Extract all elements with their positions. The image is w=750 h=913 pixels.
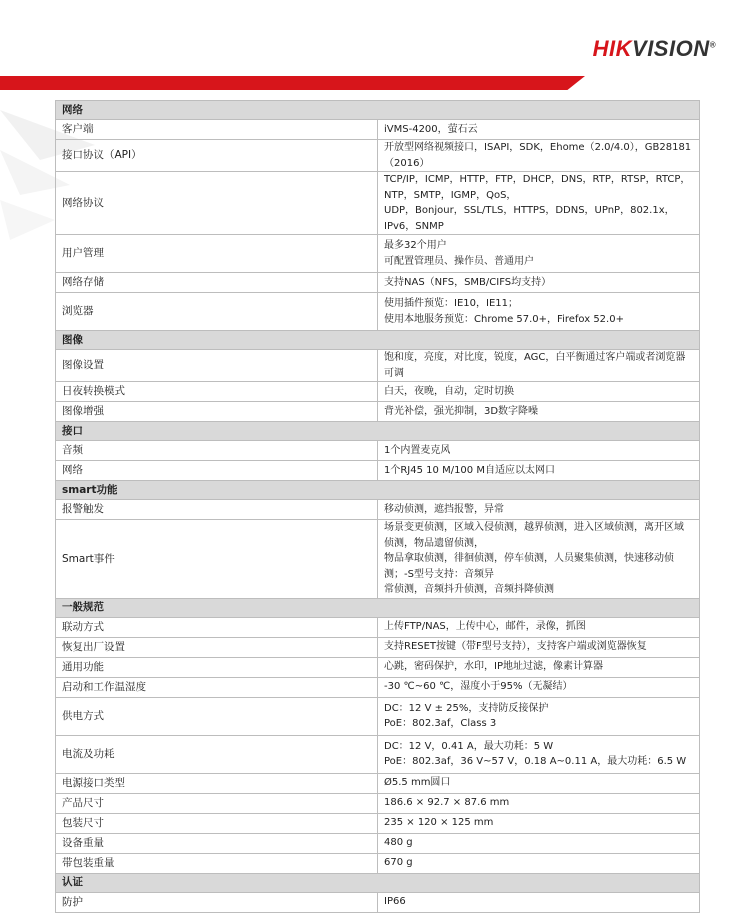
spec-value-line: 1个内置麦克风 — [384, 444, 451, 456]
section-header — [56, 331, 700, 350]
spec-value-line: 1个RJ45 10 M/100 M自适应以太网口 — [384, 464, 555, 476]
spec-value-line: TCP/IP，ICMP，HTTP，FTP，DHCP，DNS，RTP，RTSP，RTCP，NTP，SMTP，IGMP，QoS， — [384, 174, 691, 201]
spec-value-line: 场景变更侦测，区域入侵侦测，越界侦测，进入区域侦测，离开区域侦测，物品遗留侦测， — [384, 522, 684, 549]
spec-label: 电流及功耗 — [56, 735, 378, 773]
spec-value — [378, 677, 700, 697]
spec-value — [378, 500, 700, 520]
spec-label: 防护 — [56, 892, 378, 912]
section-header — [56, 101, 700, 120]
spec-row — [56, 500, 700, 520]
spec-row — [56, 697, 700, 735]
spec-row — [56, 735, 700, 773]
spec-value — [378, 657, 700, 677]
section-title: 接口 — [56, 422, 700, 441]
spec-value — [378, 350, 700, 382]
spec-label: 启动和工作温湿度 — [56, 677, 378, 697]
spec-label: 产品尺寸 — [56, 793, 378, 813]
spec-label: 客户端 — [56, 120, 378, 140]
section-title: 一般规范 — [56, 598, 700, 617]
spec-value — [378, 833, 700, 853]
spec-table — [55, 100, 700, 913]
spec-row — [56, 892, 700, 912]
spec-value — [378, 382, 700, 402]
spec-value-line: 使用插件预览：IE10，IE11； — [384, 298, 518, 309]
spec-value — [378, 140, 700, 172]
spec-label: 网络 — [56, 461, 378, 481]
spec-label: 网络存储 — [56, 273, 378, 293]
spec-label: 恢复出厂设置 — [56, 637, 378, 657]
spec-value-line: 186.6 × 92.7 × 87.6 mm — [384, 797, 510, 809]
spec-row — [56, 657, 700, 677]
spec-row — [56, 833, 700, 853]
spec-value-line: DC：12 V，0.41 A，最大功耗：5 W — [384, 740, 554, 752]
spec-value — [378, 120, 700, 140]
spec-label: 日夜转换模式 — [56, 382, 378, 402]
spec-label: 音频 — [56, 441, 378, 461]
spec-value-line: Ø5.5 mm圆口 — [384, 777, 451, 789]
section-title: 网络 — [56, 101, 700, 120]
spec-label: 电源接口类型 — [56, 773, 378, 793]
spec-value-line: 移动侦测，遮挡报警，异常 — [384, 503, 504, 515]
spec-label: Smart事件 — [56, 520, 378, 599]
spec-value-line: 开放型网络视频接口，ISAPI，SDK，Ehome（2.0/4.0），GB28181（2016） — [384, 142, 692, 169]
spec-row — [56, 120, 700, 140]
section-title: smart功能 — [56, 481, 700, 500]
spec-label: 用户管理 — [56, 235, 378, 273]
spec-value-line: 可配置管理员、操作员、普通用户 — [384, 255, 534, 267]
spec-value — [378, 735, 700, 773]
spec-row — [56, 853, 700, 873]
spec-value-line: 235 × 120 × 125 mm — [384, 817, 494, 829]
spec-value-line: 使用本地服务预览：Chrome 57.0+，Firefox 52.0+ — [384, 313, 624, 325]
spec-row — [56, 140, 700, 172]
spec-value-line: 常侦测，音频抖升侦测，音频抖降侦测 — [384, 584, 554, 595]
section-title: 认证 — [56, 873, 700, 892]
spec-row — [56, 773, 700, 793]
spec-label: 图像设置 — [56, 350, 378, 382]
spec-value — [378, 697, 700, 735]
spec-value — [378, 520, 700, 599]
spec-value — [378, 813, 700, 833]
spec-value — [378, 402, 700, 422]
spec-value — [378, 617, 700, 637]
spec-label: 通用功能 — [56, 657, 378, 677]
header-red-bar — [0, 76, 585, 90]
spec-value — [378, 273, 700, 293]
spec-value — [378, 293, 700, 331]
spec-row — [56, 520, 700, 599]
spec-row — [56, 350, 700, 382]
spec-value-line: 480 g — [384, 837, 413, 849]
spec-value-line: -30 ℃~60 ℃，湿度小于95%（无凝结） — [384, 681, 573, 693]
spec-row — [56, 382, 700, 402]
spec-value — [378, 461, 700, 481]
spec-label: 接口协议（API） — [56, 140, 378, 172]
section-header — [56, 422, 700, 441]
spec-label: 联动方式 — [56, 617, 378, 637]
spec-label: 网络协议 — [56, 172, 378, 235]
spec-row — [56, 617, 700, 637]
hikvision-logo: HIKVISION® — [592, 36, 716, 61]
spec-value-line: 白天，夜晚，自动，定时切换 — [384, 385, 514, 397]
spec-value-line: 物品拿取侦测，徘徊侦测，停车侦测，人员聚集侦测，快速移动侦测；-S型号支持：音频异 — [384, 553, 674, 580]
spec-value — [378, 793, 700, 813]
spec-row — [56, 402, 700, 422]
spec-value — [378, 172, 700, 235]
spec-value — [378, 441, 700, 461]
spec-value-line: 背光补偿，强光抑制，3D数字降噪 — [384, 405, 539, 417]
section-header — [56, 598, 700, 617]
spec-row — [56, 461, 700, 481]
spec-value-line: 饱和度，亮度，对比度，锐度，AGC，白平衡通过客户端或者浏览器可调 — [384, 352, 686, 379]
spec-label: 带包装重量 — [56, 853, 378, 873]
spec-value-line: PoE：802.3af，36 V~57 V，0.18 A~0.11 A，最大功耗：6.5 W — [384, 756, 687, 767]
spec-value — [378, 773, 700, 793]
section-header — [56, 481, 700, 500]
spec-value-line: 心跳，密码保护，水印，IP地址过滤，像素计算器 — [384, 661, 603, 673]
spec-row — [56, 813, 700, 833]
spec-value — [378, 235, 700, 273]
spec-row — [56, 293, 700, 331]
spec-value-line: PoE：802.3af，Class 3 — [384, 718, 497, 729]
spec-label: 设备重量 — [56, 833, 378, 853]
spec-value-line: 最多32个用户 — [384, 240, 447, 251]
spec-value-line: 670 g — [384, 857, 413, 869]
spec-value-line: DC：12 V ± 25%，支持防反接保护 — [384, 702, 549, 714]
spec-value-line: 支持NAS（NFS，SMB/CIFS均支持） — [384, 276, 552, 288]
spec-row — [56, 793, 700, 813]
spec-row — [56, 172, 700, 235]
spec-value — [378, 892, 700, 912]
section-title: 图像 — [56, 331, 700, 350]
spec-value-line: 上传FTP/NAS，上传中心，邮件，录像，抓图 — [384, 621, 586, 633]
spec-row — [56, 273, 700, 293]
spec-value-line: IP66 — [384, 896, 406, 908]
spec-label: 报警触发 — [56, 500, 378, 520]
spec-row — [56, 677, 700, 697]
spec-label: 浏览器 — [56, 293, 378, 331]
spec-value-line: 支持RESET按键（带F型号支持），支持客户端或浏览器恢复 — [384, 641, 647, 653]
spec-label: 包装尺寸 — [56, 813, 378, 833]
spec-row — [56, 441, 700, 461]
spec-label: 供电方式 — [56, 697, 378, 735]
spec-row — [56, 235, 700, 273]
spec-value — [378, 853, 700, 873]
spec-label: 图像增强 — [56, 402, 378, 422]
spec-value-line: UDP，Bonjour，SSL/TLS，HTTPS，DDNS，UPnP，802.1x，IPv6，SNMP — [384, 205, 675, 232]
spec-row — [56, 637, 700, 657]
section-header — [56, 873, 700, 892]
spec-value-line: iVMS-4200，萤石云 — [384, 123, 478, 135]
spec-value — [378, 637, 700, 657]
